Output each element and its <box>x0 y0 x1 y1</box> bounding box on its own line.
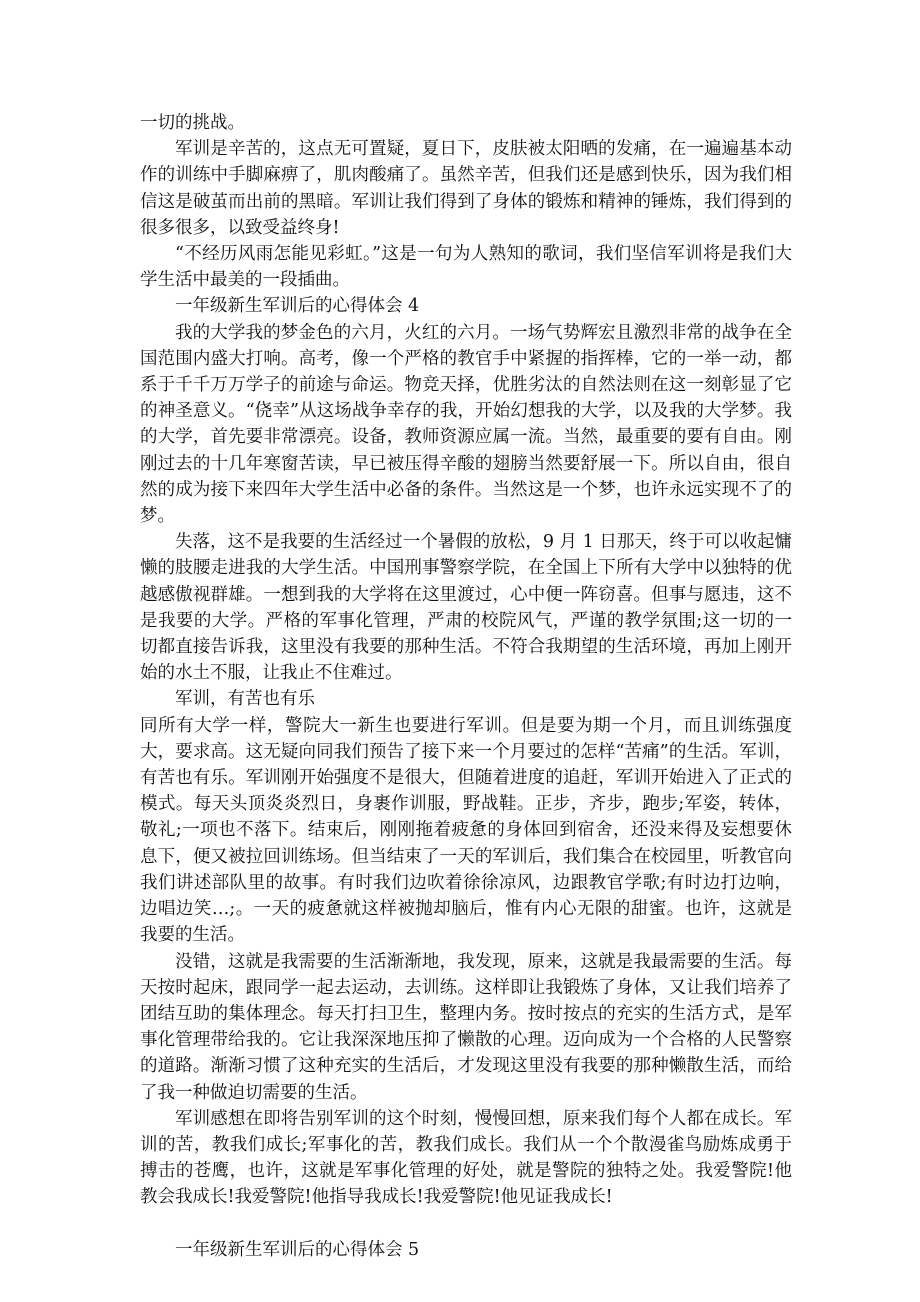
paragraph-needed-life: 没错，这就是我需要的生活渐渐地，我发现，原来，这就是我最需要的生活。每天按时起床，跟同学一起去运动，去训练。这样即让我锻炼了身体，又让我们培养了团结互助的集体理念。每天打扫卫生，整理内务。按时按点的充实的生活方式，是军事化管理带给我的。它让我深深地压抑了懒散的心理。迈向成为一个合格的人民警察的道路。渐渐习惯了这种充实的生活后，才发现这里没有我要的那种懒散生活，而给了我一种做迫切需要的生活。 <box>140 951 792 1103</box>
paragraph-continuation: 一切的挑战。 <box>140 113 245 133</box>
paragraph-disappointment: 失落，这不是我要的生活经过一个暑假的放松，9 月 1 日那天，终于可以收起慵懒的肢腰走进我的大学生活。中国刑事警察学院，在全国上下所有大学中以独特的优越感傲视群雄。一想到我的大学将在这里渡过，心中便一阵窃喜。但事与愿违，这不是我要的大学。严格的军事化管理，严肃的校院风气，严谨的教学氛围;这一切的一切都直接告诉我，这里没有我要的那种生活。不符合我期望的生活环境，再加上刚开始的水土不服，让我止不住难过。 <box>140 532 792 684</box>
paragraph-rainbow-quote: “不经历风雨怎能见彩虹。”这是一句为人熟知的歌词，我们坚信军训将是我们大学生活中最美的一段插曲。 <box>140 244 792 291</box>
section-heading-4: 一年级新生军训后的心得体会 4 <box>175 296 420 317</box>
paragraph-farewell: 军训感想在即将告别军训的这个时刻，慢慢回想，原来我们每个人都在成长。军训的苦，教我们成长;军事化的苦，教我们成长。我们从一个个散漫雀鸟励炼成勇于搏击的苍鹰，也许，这就是军事化管理的好处，就是警院的独特之处。我爱警院!他教会我成长!我爱警院!他指导我成长!我爱警院!他见证我成长! <box>140 1108 792 1208</box>
subheading-hard-and-joy: 军训，有苦也有乐 <box>175 689 315 710</box>
paragraph-military-training: 同所有大学一样，警院大一新生也要进行军训。但是要为期一个月，而且训练强度大，要求高。这无疑向同我们预告了接下来一个月要过的怎样“苦痛”的生活。军训，有苦也有乐。军训刚开始强度不是很大，但随着进度的追赶，军训开始进入了正式的模式。每天头顶炎炎烈日，身裹作训服，野战鞋。正步，齐步，跑步;军姿，转体，敬礼;一项也不落下。结束后，刚刚拖着疲惫的身体回到宿舍，还没来得及妄想要休息下，便又被拉回训练场。但当结束了一天的军训后，我们集合在校园里，听教官向我们讲述部队里的故事。有时我们边吹着徐徐凉风，边跟教官学歌;有时边打边响，边唱边笑…;。一天的疲惫就这样被抛却脑后，惟有内心无限的甜蜜。也许，这就是我要的生活。 <box>140 715 792 946</box>
paragraph-university-dream: 我的大学我的梦金色的六月，火红的六月。一场气势辉宏且激烈非常的战争在全国范围内盛大打响。高考，像一个严格的教官手中紧握的指挥棒，它的一举一动，都系于千千万万学子的前途与命运。物竞天择，优胜劣汰的自然法则在这一刻彰显了它的神圣意义。“侥幸”从这场战争幸存的我，开始幻想我的大学，以及我的大学梦。我的大学，首先要非常漂亮。设备，教师资源应属一流。当然，最重要的要有自由。刚刚过去的十几年寒窗苦读，早已被压得辛酸的翅膀当然要舒展一下。所以自由，很自然的成为接下来四年大学生活中必备的条件。当然这是一个梦，也许永远实现不了的梦。 <box>140 322 792 527</box>
paragraph-hardship: 军训是辛苦的，这点无可置疑，夏日下，皮肤被太阳晒的发痛，在一遍遍基本动作的训练中手脚麻痹了，肌肉酸痛了。虽然辛苦，但我们还是感到快乐，因为我们相信这是破茧而出前的黑暗。军训让我们得到了身体的锻炼和精神的锤炼，我们得到的很多很多，以致受益终身! <box>140 139 792 238</box>
section-heading-5: 一年级新生军训后的心得体会 5 <box>175 1239 420 1260</box>
spacer <box>140 1211 792 1237</box>
document-page <box>140 110 792 1263</box>
